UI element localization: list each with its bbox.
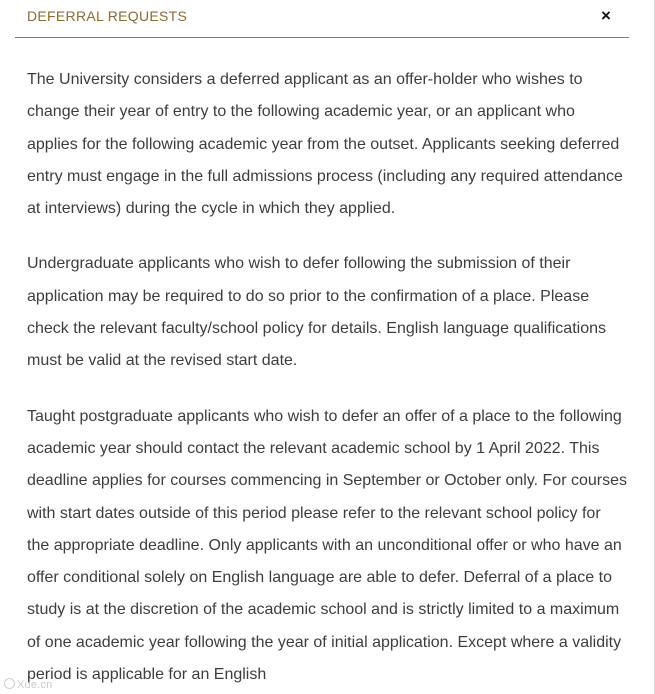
close-icon[interactable]: × <box>601 6 611 25</box>
watermark <box>4 678 52 691</box>
dialog-content <box>27 64 627 694</box>
paragraph-undergraduate-deferral: Undergraduate applicants who wish to defer following the submission of their application may be required to do so prior to the confirmation of a place. Please check the relevant faculty/school policy for details. English language qualifications must be valid at the revised start date. <box>27 255 606 370</box>
dialog-title: DEFERRAL REQUESTS <box>27 8 188 24</box>
watermark-logo-icon <box>4 678 15 689</box>
dialog-header <box>15 0 629 38</box>
paragraph-deferred-applicant: The University considers a deferred applicant as an offer-holder who wishes to change their year of entry to the following academic year, or an applicant who applies for the following academic year from the outset. Applicants seeking deferred entry must engage in the full admissions process (including any required attendance at interviews) during the cycle in which they applied. <box>27 71 623 218</box>
paragraph-postgraduate-deferral: Taught postgraduate applicants who wish to defer an offer of a place to the following academic year should contact the relevant academic school by 1 April 2022. This deadline applies for courses commencing in September or October only. For courses with start dates outside of this period please refer to the relevant school policy for the appropriate deadline. Only applicants with an unconditional offer or who have an offer conditional solely on English language are able to defer. Deferral of a place to study is at the discretion of the academic school and is strictly limited to a maximum of one academic year following the year of initial application. Except where a validity period is applicable for an English <box>27 407 627 684</box>
watermark-text: Xue.cn <box>17 679 53 691</box>
